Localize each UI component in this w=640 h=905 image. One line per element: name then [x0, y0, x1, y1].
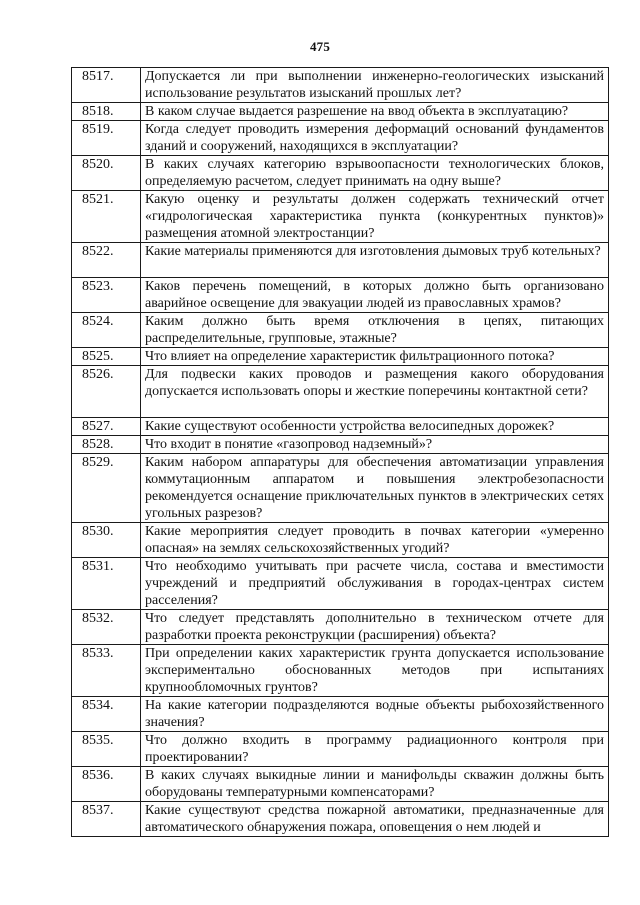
question-number: 8532. — [72, 610, 141, 645]
table-row — [72, 191, 609, 243]
question-number: 8518. — [72, 103, 141, 121]
question-number: 8527. — [72, 418, 141, 436]
question-number: 8529. — [72, 454, 141, 523]
question-text: Какие мероприятия следует проводить в почвах категории «умеренно опасная» на землях сельскохозяйственных угодий? — [141, 523, 609, 558]
table-row — [72, 243, 609, 278]
table-row — [72, 121, 609, 156]
question-text: Каким набором аппаратуры для обеспечения автоматизации управления коммутационным аппаратом и повышения электробезопасности рекомендуется оснащение приключательных пунктов в электрических сетях угольных разрезов? — [141, 454, 609, 523]
question-text: Каким должно быть время отключения в цепях, питающих распределительные, групповые, этажные? — [141, 313, 609, 348]
question-text: Какие существуют особенности устройства велосипедных дорожек? — [141, 418, 609, 436]
question-text: Что входит в понятие «газопровод надземный»? — [141, 436, 609, 454]
question-text: Какие материалы применяются для изготовления дымовых труб котельных? — [141, 243, 609, 278]
question-text: Что влияет на определение характеристик фильтрационного потока? — [141, 348, 609, 366]
table-row — [72, 156, 609, 191]
question-number: 8517. — [72, 68, 141, 103]
question-text: В каком случае выдается разрешение на ввод объекта в эксплуатацию? — [141, 103, 609, 121]
table-row — [72, 278, 609, 313]
table-row — [72, 366, 609, 418]
question-number: 8526. — [72, 366, 141, 418]
question-text: Какие существуют средства пожарной автоматики, предназначенные для автоматического обнаружения пожара, оповещения о нем людей и — [141, 802, 609, 837]
table-row — [72, 697, 609, 732]
question-text: При определении каких характеристик грунта допускается использование экспериментально обоснованных методов при испытаниях крупнообломочных грунтов? — [141, 645, 609, 697]
question-number: 8531. — [72, 558, 141, 610]
question-number: 8523. — [72, 278, 141, 313]
page-number: 475 — [309, 39, 331, 54]
table-row — [72, 103, 609, 121]
question-text: Что необходимо учитывать при расчете числа, состава и вместимости учреждений и предприятий обслуживания в городах-центрах систем расселения? — [141, 558, 609, 610]
table-row — [72, 732, 609, 767]
question-text: На какие категории подразделяются водные объекты рыбохозяйственного значения? — [141, 697, 609, 732]
table-row — [72, 610, 609, 645]
table-row — [72, 802, 609, 837]
question-text: Что должно входить в программу радиационного контроля при проектировании? — [141, 732, 609, 767]
question-number: 8535. — [72, 732, 141, 767]
table-row — [72, 558, 609, 610]
table-row — [72, 313, 609, 348]
question-text: Каков перечень помещений, в которых должно быть организовано аварийное освещение для эвакуации людей из православных храмов? — [141, 278, 609, 313]
question-number: 8528. — [72, 436, 141, 454]
question-number: 8537. — [72, 802, 141, 837]
question-text: Для подвески каких проводов и размещения какого оборудования допускается использовать опоры и жесткие поперечины контактной сети? — [141, 366, 609, 418]
question-number: 8519. — [72, 121, 141, 156]
question-number: 8522. — [72, 243, 141, 278]
table-row — [72, 418, 609, 436]
question-number: 8534. — [72, 697, 141, 732]
question-number: 8525. — [72, 348, 141, 366]
table-row — [72, 645, 609, 697]
table-row — [72, 436, 609, 454]
questions-table — [71, 67, 609, 837]
question-number: 8524. — [72, 313, 141, 348]
table-row — [72, 767, 609, 802]
table-row — [72, 348, 609, 366]
question-number: 8533. — [72, 645, 141, 697]
question-text: Какую оценку и результаты должен содержать технический отчет «гидрологическая характеристика пункта (конкурентных пунктов)» размещения атомной электростанции? — [141, 191, 609, 243]
question-text: Когда следует проводить измерения деформаций оснований фундаментов зданий и сооружений, находящихся в эксплуатации? — [141, 121, 609, 156]
question-number: 8520. — [72, 156, 141, 191]
question-text: В каких случаях категорию взрывоопасности технологических блоков, определяемую расчетом, следует принимать на одну выше? — [141, 156, 609, 191]
question-text: Что следует представлять дополнительно в техническом отчете для разработки проекта реконструкции (расширения) объекта? — [141, 610, 609, 645]
question-number: 8536. — [72, 767, 141, 802]
question-text: В каких случаях выкидные линии и манифольды скважин должны быть оборудованы температурными компенсаторами? — [141, 767, 609, 802]
question-number: 8530. — [72, 523, 141, 558]
question-number: 8521. — [72, 191, 141, 243]
table-row — [72, 523, 609, 558]
question-text: Допускается ли при выполнении инженерно-геологических изысканий использование результатов изысканий прошлых лет? — [141, 68, 609, 103]
table-row — [72, 68, 609, 103]
table-row — [72, 454, 609, 523]
